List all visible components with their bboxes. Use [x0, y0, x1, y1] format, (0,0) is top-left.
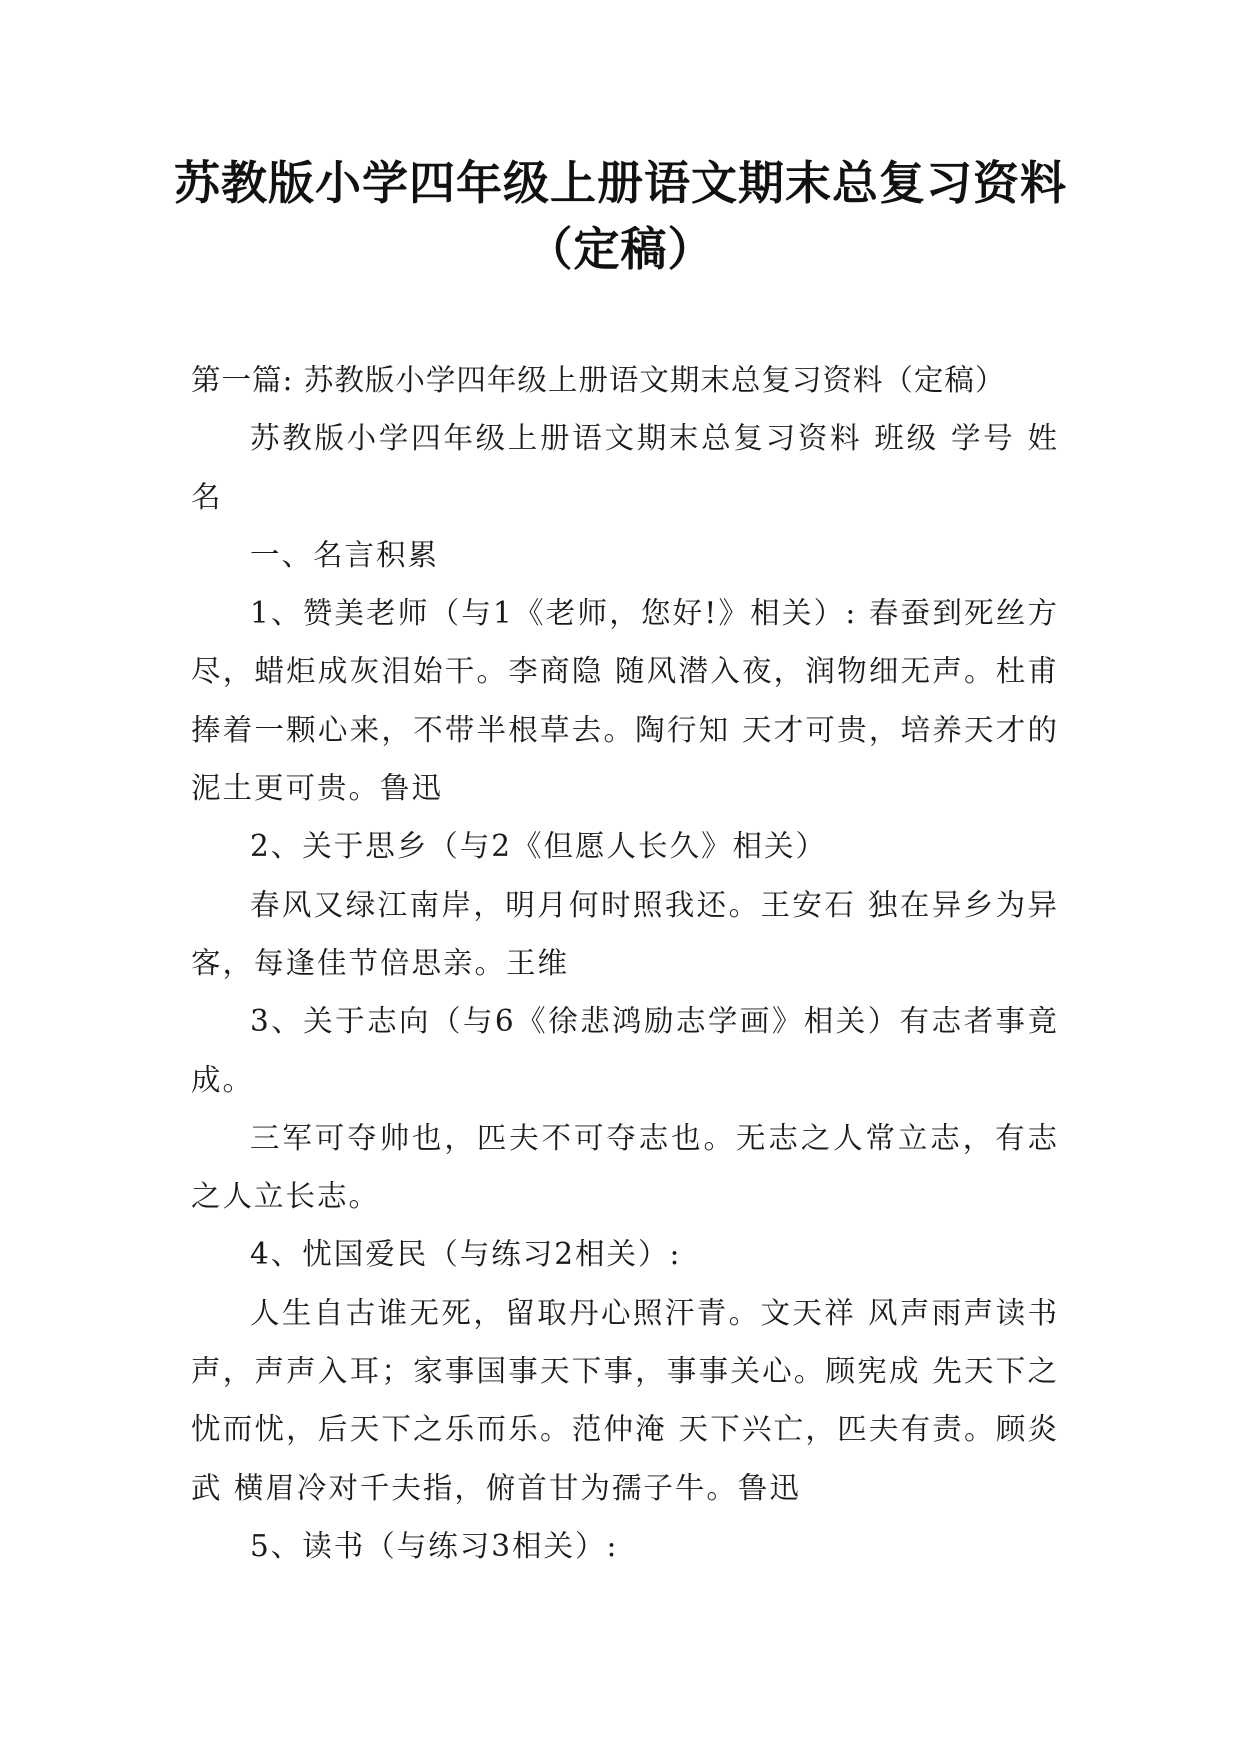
- paragraph-item-4-heading: 4、忧国爱民（与练习2相关）:: [250, 1237, 682, 1272]
- paragraph-item-3-body: 三军可夺帅也，匹夫不可夺志也。无志之人常立志，有志之人立长志。: [191, 1120, 1059, 1214]
- chapter-heading: 第一篇: 苏教版小学四年级上册语文期末总复习资料（定稿）: [191, 363, 1006, 397]
- document-body: [191, 351, 1059, 1575]
- paragraph-item-2-body: 春风又绿江南岸，明月何时照我还。王安石 独在异乡为异客，每逢佳节倍思亲。王维: [191, 887, 1059, 980]
- paragraph-item-3-heading: 3、关于志向（与6《徐悲鸿励志学画》相关）有志者事竟成。: [191, 1004, 1059, 1097]
- paragraph-class-info: 苏教版小学四年级上册语文期末总复习资料 班级 学号 姓名: [191, 421, 1059, 514]
- paragraph-item-5-heading: 5、读书（与练习3相关）:: [250, 1528, 619, 1563]
- document-title: 苏教版小学四年级上册语文期末总复习资料（定稿）: [174, 156, 1067, 276]
- paragraph-item-1: 1、赞美老师（与1《老师，您好!》相关）: 春蚕到死丝方尽，蜡炬成灰泪始干。李商隐 随风潜入夜，润物细无声。杜甫 捧着一颗心来，不带半根草去。陶行知 天才可贵，培养天才的泥土更可贵。鲁迅: [191, 596, 1059, 806]
- paragraph-item-4-body: 人生自古谁无死，留取丹心照汗青。文天祥 风声雨声读书声，声声入耳；家事国事天下事，事事关心。顾宪成 先天下之忧而忧，后天下之乐而乐。范仲淹 天下兴亡，匹夫有责。顾炎武 横眉冷对千夫指，俯首甘为孺子牛。鲁迅: [191, 1295, 1059, 1505]
- paragraph-item-2-heading: 2、关于思乡（与2《但愿人长久》相关）: [250, 829, 828, 864]
- section-heading-quotes: 一、名言积累: [250, 537, 440, 572]
